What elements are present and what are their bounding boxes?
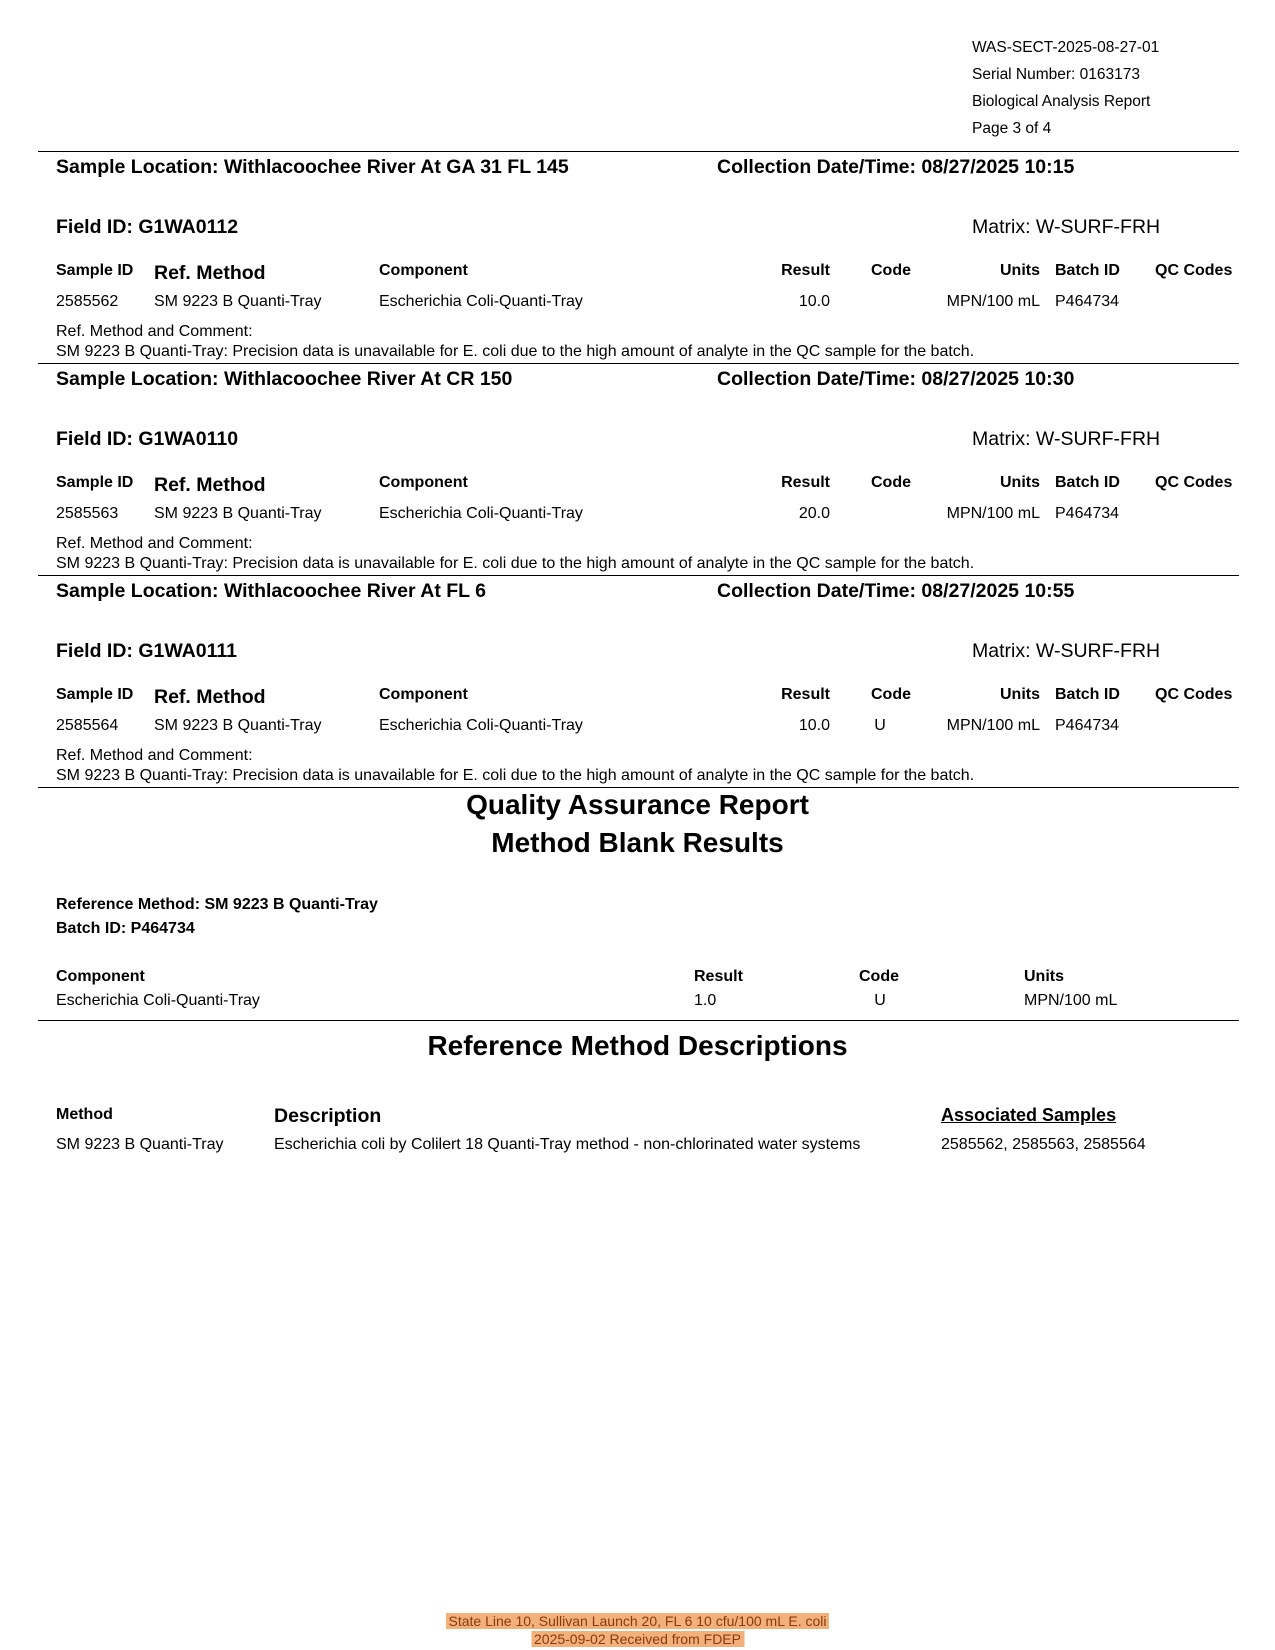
- col-sample-id: Sample ID: [56, 686, 134, 703]
- qa-batch-id: Batch ID: P464734: [56, 920, 195, 937]
- col-batch-id: Batch ID: [1055, 262, 1120, 279]
- matrix: Matrix: W-SURF-FRH: [972, 216, 1161, 238]
- cell-result: 10.0: [798, 293, 830, 310]
- methods-col-method: Method: [56, 1106, 113, 1123]
- cell-result: 20.0: [798, 505, 830, 522]
- divider: [38, 1020, 1239, 1021]
- col-result: Result: [781, 474, 830, 491]
- methods-cell-method: SM 9223 B Quanti-Tray: [56, 1136, 224, 1153]
- serial-number: Serial Number: 0163173: [972, 66, 1141, 83]
- cell-ref-method: SM 9223 B Quanti-Tray: [154, 293, 322, 310]
- col-units: Units: [1000, 686, 1040, 703]
- collection-datetime: Collection Date/Time: 08/27/2025 10:15: [717, 156, 1075, 178]
- sample-location: Sample Location: Withlacoochee River At CR 150: [56, 368, 513, 390]
- cell-units: MPN/100 mL: [946, 505, 1040, 522]
- cell-sample-id: 2585562: [56, 293, 119, 310]
- field-id: Field ID: G1WA0110: [56, 428, 239, 450]
- matrix: Matrix: W-SURF-FRH: [972, 428, 1161, 450]
- col-component: Component: [379, 686, 468, 703]
- comment-label: Ref. Method and Comment:: [56, 323, 253, 340]
- cell-component: Escherichia Coli-Quanti-Tray: [379, 293, 583, 310]
- col-qc-codes: QC Codes: [1155, 686, 1233, 703]
- divider: [38, 575, 1239, 576]
- col-ref-method: Ref. Method: [154, 474, 266, 496]
- divider: [38, 787, 1239, 788]
- methods-cell-associated: 2585562, 2585563, 2585564: [941, 1136, 1146, 1153]
- collection-datetime: Collection Date/Time: 08/27/2025 10:30: [717, 368, 1075, 390]
- col-component: Component: [379, 474, 468, 491]
- cell-code: U: [874, 717, 886, 734]
- page-number: Page 3 of 4: [972, 120, 1052, 137]
- cell-ref-method: SM 9223 B Quanti-Tray: [154, 717, 322, 734]
- annotation-line-1: State Line 10, Sullivan Launch 20, FL 6 10 cfu/100 mL E. coli: [446, 1613, 830, 1629]
- methods-col-description: Description: [274, 1105, 382, 1127]
- col-ref-method: Ref. Method: [154, 686, 266, 708]
- qa-col-units: Units: [1024, 968, 1064, 985]
- cell-component: Escherichia Coli-Quanti-Tray: [379, 505, 583, 522]
- qa-reference-method: Reference Method: SM 9223 B Quanti-Tray: [56, 896, 378, 913]
- col-sample-id: Sample ID: [56, 262, 134, 279]
- divider: [38, 363, 1239, 364]
- qa-cell-units: MPN/100 mL: [1024, 992, 1118, 1009]
- report-id: WAS-SECT-2025-08-27-01: [972, 39, 1160, 56]
- collection-datetime: Collection Date/Time: 08/27/2025 10:55: [717, 580, 1075, 602]
- cell-units: MPN/100 mL: [946, 717, 1040, 734]
- cell-sample-id: 2585563: [56, 505, 119, 522]
- qa-col-result: Result: [694, 968, 743, 985]
- cell-ref-method: SM 9223 B Quanti-Tray: [154, 505, 322, 522]
- methods-cell-description: Escherichia coli by Colilert 18 Quanti-Tray method - non-chlorinated water systems: [274, 1136, 861, 1153]
- cell-batch-id: P464734: [1055, 293, 1120, 310]
- cell-result: 10.0: [798, 717, 830, 734]
- qa-title: Quality Assurance Report: [466, 789, 809, 820]
- col-batch-id: Batch ID: [1055, 686, 1120, 703]
- comment-text: SM 9223 B Quanti-Tray: Precision data is unavailable for E. coli due to the high amount of analyte in the QC sample for the batch.: [56, 343, 975, 360]
- cell-units: MPN/100 mL: [946, 293, 1040, 310]
- cell-batch-id: P464734: [1055, 717, 1120, 734]
- qa-cell-result: 1.0: [694, 992, 717, 1009]
- col-ref-method: Ref. Method: [154, 262, 266, 284]
- cell-batch-id: P464734: [1055, 505, 1120, 522]
- cell-component: Escherichia Coli-Quanti-Tray: [379, 717, 583, 734]
- divider: [38, 151, 1239, 152]
- field-id: Field ID: G1WA0112: [56, 216, 239, 238]
- col-code: Code: [871, 262, 911, 279]
- annotation-line-2: 2025-09-02 Received from FDEP: [531, 1631, 744, 1647]
- sample-location: Sample Location: Withlacoochee River At GA 31 FL 145: [56, 156, 569, 178]
- qa-cell-code: U: [874, 992, 886, 1009]
- qa-subtitle: Method Blank Results: [491, 827, 784, 858]
- comment-text: SM 9223 B Quanti-Tray: Precision data is unavailable for E. coli due to the high amount of analyte in the QC sample for the batch.: [56, 767, 975, 784]
- qa-col-component: Component: [56, 968, 145, 985]
- methods-col-associated: Associated Samples: [941, 1105, 1117, 1125]
- sample-location: Sample Location: Withlacoochee River At FL 6: [56, 580, 486, 602]
- comment-label: Ref. Method and Comment:: [56, 535, 253, 552]
- col-result: Result: [781, 262, 830, 279]
- methods-title: Reference Method Descriptions: [427, 1030, 848, 1061]
- col-batch-id: Batch ID: [1055, 474, 1120, 491]
- col-component: Component: [379, 262, 468, 279]
- field-id: Field ID: G1WA0111: [56, 640, 237, 662]
- col-sample-id: Sample ID: [56, 474, 134, 491]
- col-qc-codes: QC Codes: [1155, 262, 1233, 279]
- col-units: Units: [1000, 474, 1040, 491]
- cell-sample-id: 2585564: [56, 717, 119, 734]
- comment-label: Ref. Method and Comment:: [56, 747, 253, 764]
- col-qc-codes: QC Codes: [1155, 474, 1233, 491]
- col-result: Result: [781, 686, 830, 703]
- col-code: Code: [871, 474, 911, 491]
- report-type: Biological Analysis Report: [972, 93, 1151, 110]
- qa-col-code: Code: [859, 968, 899, 985]
- col-code: Code: [871, 686, 911, 703]
- qa-cell-component: Escherichia Coli-Quanti-Tray: [56, 992, 260, 1009]
- matrix: Matrix: W-SURF-FRH: [972, 640, 1161, 662]
- col-units: Units: [1000, 262, 1040, 279]
- comment-text: SM 9223 B Quanti-Tray: Precision data is unavailable for E. coli due to the high amount of analyte in the QC sample for the batch.: [56, 555, 975, 572]
